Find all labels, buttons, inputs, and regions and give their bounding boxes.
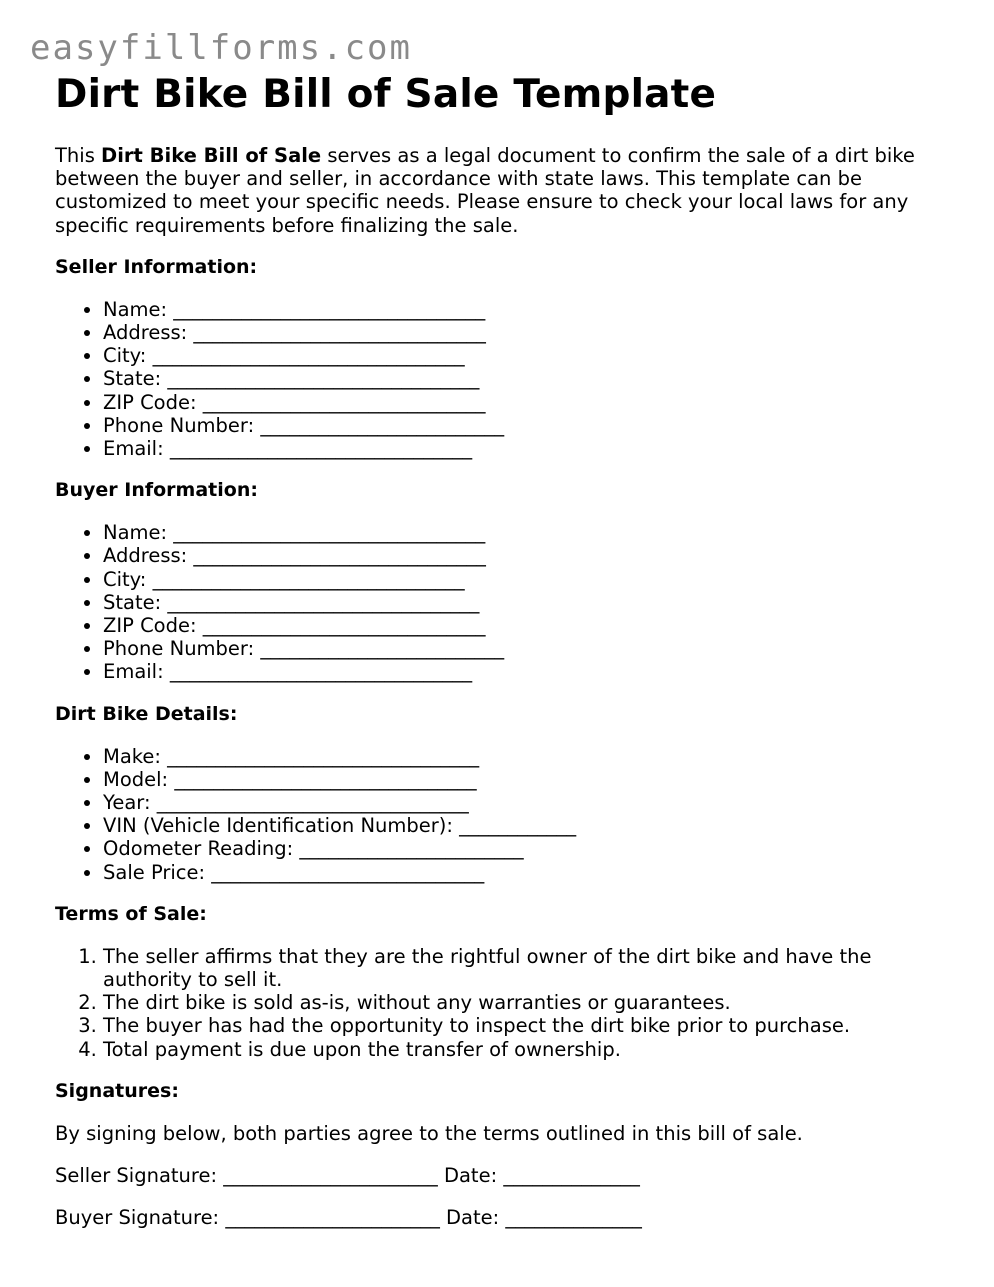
terms-heading: Terms of Sale: (55, 902, 207, 925)
intro-bold: Dirt Bike Bill of Sale (101, 144, 322, 167)
buyer-signature-line: Buyer Signature: ______________________ Date: ______________ (55, 1206, 642, 1230)
seller-phone-field: • Phone Number: _________________________ (103, 414, 955, 437)
seller-heading: Seller Information: (55, 255, 258, 278)
bike-make-field: • Make: ________________________________ (103, 745, 955, 768)
term-item: 4. Total payment is due upon the transfer of ownership. (103, 1038, 955, 1061)
buyer-phone-field: • Phone Number: _________________________ (103, 637, 955, 660)
buyer-name-field: • Name: ________________________________ (103, 521, 955, 544)
bike-price-field: • Sale Price: ____________________________ (103, 861, 955, 884)
bike-odometer-field: • Odometer Reading: _______________________ (103, 837, 955, 860)
bike-model-field: • Model: _______________________________ (103, 768, 955, 791)
buyer-state-field: • State: ________________________________ (103, 591, 955, 614)
buyer-list (55, 521, 955, 683)
watermark: easyfillforms.com (30, 28, 412, 68)
bike-list (55, 745, 955, 884)
term-item: 3. The buyer has had the opportunity to inspect the dirt bike prior to purchase. (103, 1014, 955, 1037)
seller-email-field: • Email: _______________________________ (103, 437, 955, 460)
buyer-email-field: • Email: _______________________________ (103, 660, 955, 683)
buyer-city-field: • City: ________________________________ (103, 568, 955, 591)
page-title: Dirt Bike Bill of Sale Template (55, 72, 717, 117)
intro-suffix: serves as a legal document to confirm the sale of a dirt bike between the buyer and seller, in accordance with state laws. This template can be customized to meet your specific needs. Please ensure to check your local laws for any specific requirements before finalizing the sale. (55, 144, 915, 237)
buyer-zip-field: • ZIP Code: _____________________________ (103, 614, 955, 637)
terms-list (55, 945, 955, 1061)
buyer-heading: Buyer Information: (55, 479, 258, 502)
term-item: 2. The dirt bike is sold as-is, without any warranties or guarantees. (103, 991, 955, 1014)
seller-signature-line: Seller Signature: ______________________ Date: ______________ (55, 1164, 640, 1188)
signatures-statement: By signing below, both parties agree to the terms outlined in this bill of sale. (55, 1121, 803, 1145)
buyer-address-field: • Address: ______________________________ (103, 544, 955, 567)
intro-paragraph (55, 144, 935, 237)
seller-address-field: • Address: ______________________________ (103, 321, 955, 344)
term-item: 1. The seller affirms that they are the rightful owner of the dirt bike and have the authority to sell it. (103, 945, 955, 991)
seller-state-field: • State: ________________________________ (103, 367, 955, 390)
bike-year-field: • Year: ________________________________ (103, 791, 955, 814)
seller-zip-field: • ZIP Code: _____________________________ (103, 391, 955, 414)
bike-vin-field: • VIN (Vehicle Identification Number): ____________ (103, 814, 955, 837)
seller-name-field: • Name: ________________________________ (103, 298, 955, 321)
document-page (55, 72, 955, 1230)
intro-prefix: This (55, 144, 102, 167)
seller-city-field: • City: ________________________________ (103, 344, 955, 367)
signatures-heading: Signatures: (55, 1079, 179, 1102)
bike-heading: Dirt Bike Details: (55, 702, 238, 725)
seller-list (55, 298, 955, 460)
